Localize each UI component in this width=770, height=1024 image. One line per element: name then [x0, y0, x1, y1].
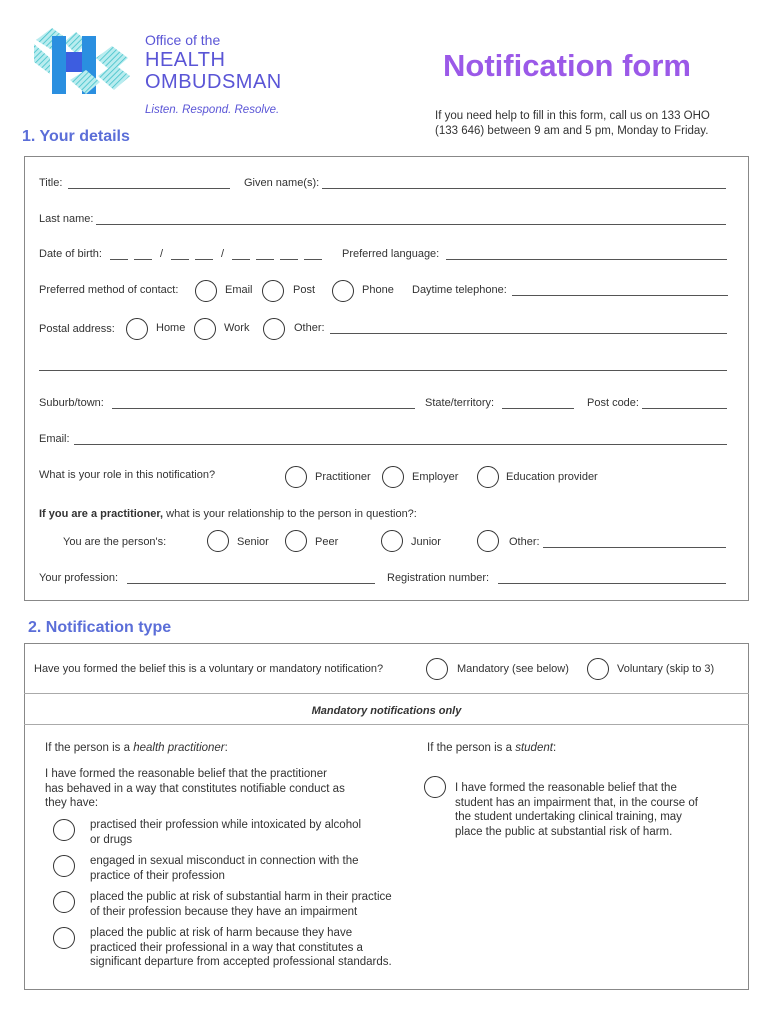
- practitioner-question-bold: If you are a practitioner,: [39, 508, 164, 520]
- relation-peer-label: Peer: [315, 536, 339, 548]
- postal-address-label: Postal address:: [39, 323, 115, 335]
- profession-field[interactable]: [127, 583, 375, 584]
- hp-intro-line: has behaved in a way that constitutes notifiable conduct as: [45, 782, 345, 795]
- relation-other-radio[interactable]: [477, 530, 499, 552]
- dob-separator: /: [160, 248, 164, 260]
- ombudsman-logo-mark: [30, 28, 135, 100]
- profession-label: Your profession:: [39, 572, 119, 584]
- hp-option-3-line: placed the public at risk of substantial harm in their practice: [90, 891, 392, 903]
- address-other-label: Other:: [294, 322, 325, 334]
- student-option-line: I have formed the reasonable belief that the: [455, 782, 677, 794]
- registration-label: Registration number:: [387, 572, 490, 584]
- hp-option-4-text: [90, 926, 435, 970]
- address-other-field[interactable]: [330, 333, 727, 334]
- section-1-title: 1. Your details: [22, 128, 130, 145]
- relation-junior-label: Junior: [411, 536, 441, 548]
- hp-option-3-radio[interactable]: [53, 891, 75, 913]
- student-heading-suffix: :: [552, 742, 557, 754]
- help-text-line-2: (133 646) between 9 am and 5 pm, Monday to Friday.: [435, 125, 709, 137]
- student-heading: [427, 742, 556, 754]
- email-field[interactable]: [74, 444, 727, 445]
- hp-option-4-line: significant departure from accepted professional standards.: [90, 956, 392, 968]
- contact-post-label: Post: [293, 284, 316, 296]
- address-other-radio[interactable]: [263, 318, 285, 340]
- relation-other-field[interactable]: [543, 547, 726, 548]
- relation-other-label: Other:: [509, 536, 540, 548]
- practitioner-question-rest: what is your relationship to the person in question?:: [163, 508, 417, 520]
- logo-line-1: Office of the: [145, 32, 221, 48]
- last-name-label: Last name:: [39, 213, 94, 225]
- hp-heading-suffix: :: [224, 742, 228, 754]
- practitioner-question: [39, 508, 417, 520]
- hp-intro-line: they have:: [45, 797, 99, 809]
- hp-intro-line: I have formed the reasonable belief that the practitioner: [45, 768, 327, 780]
- role-practitioner-radio[interactable]: [285, 466, 307, 488]
- email-label: Email:: [39, 433, 70, 445]
- hp-option-2-text: [90, 854, 430, 883]
- logo-tagline: Listen. Respond. Resolve.: [145, 104, 280, 116]
- relation-label: You are the person's:: [63, 536, 167, 548]
- title-label: Title:: [39, 177, 63, 189]
- contact-email-label: Email: [225, 284, 253, 296]
- relation-senior-label: Senior: [237, 536, 269, 548]
- hp-option-3-line: of their profession because they have an impairment: [90, 905, 358, 918]
- role-question: What is your role in this notification?: [39, 469, 216, 481]
- student-option-radio[interactable]: [424, 776, 446, 798]
- preferred-language-label: Preferred language:: [342, 248, 440, 260]
- address-work-label: Work: [224, 322, 250, 334]
- address-line-2-field[interactable]: [39, 370, 727, 371]
- hp-option-1-line: practised their profession while intoxicated by alcohol: [90, 819, 362, 831]
- student-option-line: student has an impairment that, in the course of: [455, 796, 698, 809]
- logo: [30, 28, 310, 123]
- last-name-field[interactable]: [96, 224, 726, 225]
- dob-field[interactable]: [108, 248, 333, 262]
- address-work-radio[interactable]: [194, 318, 216, 340]
- dob-separator: /: [221, 248, 225, 260]
- suburb-label: Suburb/town:: [39, 397, 104, 409]
- hp-option-3-text: [90, 890, 435, 919]
- contact-phone-radio[interactable]: [332, 280, 354, 302]
- hp-option-1-line: or drugs: [90, 833, 133, 846]
- hp-heading-italic: health practitioner: [133, 742, 225, 754]
- student-option-text: [455, 781, 745, 839]
- student-heading-prefix: If the person is a: [427, 742, 516, 754]
- student-option-line: the student undertaking clinical training, may: [455, 811, 682, 823]
- hp-heading: [45, 742, 228, 754]
- role-employer-label: Employer: [412, 471, 459, 483]
- daytime-phone-field[interactable]: [512, 295, 728, 296]
- student-heading-italic: student: [515, 742, 553, 754]
- help-text-line-1: If you need help to fill in this form, call us on 133 OHO: [435, 110, 710, 122]
- relation-peer-radio[interactable]: [285, 530, 307, 552]
- role-education-label: Education provider: [506, 471, 598, 483]
- hp-option-2-line: engaged in sexual misconduct in connection with the: [90, 855, 359, 867]
- given-names-field[interactable]: [322, 188, 726, 189]
- hp-option-2-radio[interactable]: [53, 855, 75, 877]
- hp-option-4-radio[interactable]: [53, 927, 75, 949]
- contact-post-radio[interactable]: [262, 280, 284, 302]
- belief-mandatory-label: Mandatory (see below): [457, 663, 569, 675]
- hp-option-2-line: practice of their profession: [90, 869, 225, 882]
- relation-junior-radio[interactable]: [381, 530, 403, 552]
- role-employer-radio[interactable]: [382, 466, 404, 488]
- contact-phone-label: Phone: [362, 284, 394, 296]
- logo-line-3: OMBUDSMAN: [145, 71, 282, 93]
- student-option-line: place the public at substantial risk of harm.: [455, 825, 673, 838]
- relation-senior-radio[interactable]: [207, 530, 229, 552]
- role-practitioner-label: Practitioner: [315, 471, 371, 483]
- hp-option-4-line: practiced their professional in a way that constitutes a: [90, 941, 363, 954]
- registration-field[interactable]: [498, 583, 726, 584]
- contact-method-label: Preferred method of contact:: [39, 284, 179, 296]
- hp-intro: [45, 767, 395, 811]
- suburb-field[interactable]: [112, 408, 415, 409]
- logo-line-2: HEALTH: [145, 49, 226, 71]
- belief-mandatory-radio[interactable]: [426, 658, 448, 680]
- state-label: State/territory:: [425, 397, 495, 409]
- hp-option-4-line: placed the public at risk of harm because they have: [90, 927, 353, 939]
- contact-email-radio[interactable]: [195, 280, 217, 302]
- postcode-label: Post code:: [587, 397, 639, 409]
- section-2-title: 2. Notification type: [28, 619, 172, 636]
- given-names-label: Given name(s):: [244, 177, 320, 189]
- preferred-language-field[interactable]: [446, 259, 727, 260]
- state-field[interactable]: [502, 408, 574, 409]
- mandatory-header: Mandatory notifications only: [311, 705, 462, 717]
- hp-heading-prefix: If the person is a: [45, 742, 134, 754]
- divider: [24, 724, 749, 725]
- page-title: Notification form: [443, 48, 691, 83]
- daytime-phone-label: Daytime telephone:: [412, 284, 507, 296]
- hp-option-1-radio[interactable]: [53, 819, 75, 841]
- address-home-label: Home: [156, 322, 186, 334]
- dob-label: Date of birth:: [39, 248, 102, 260]
- address-home-radio[interactable]: [126, 318, 148, 340]
- hp-option-1-text: [90, 818, 430, 847]
- divider: [24, 693, 749, 694]
- belief-voluntary-radio[interactable]: [587, 658, 609, 680]
- role-education-radio[interactable]: [477, 466, 499, 488]
- title-field[interactable]: [68, 188, 230, 189]
- belief-voluntary-label: Voluntary (skip to 3): [617, 663, 715, 675]
- belief-question: Have you formed the belief this is a voluntary or mandatory notification?: [34, 663, 384, 675]
- postcode-field[interactable]: [642, 408, 727, 409]
